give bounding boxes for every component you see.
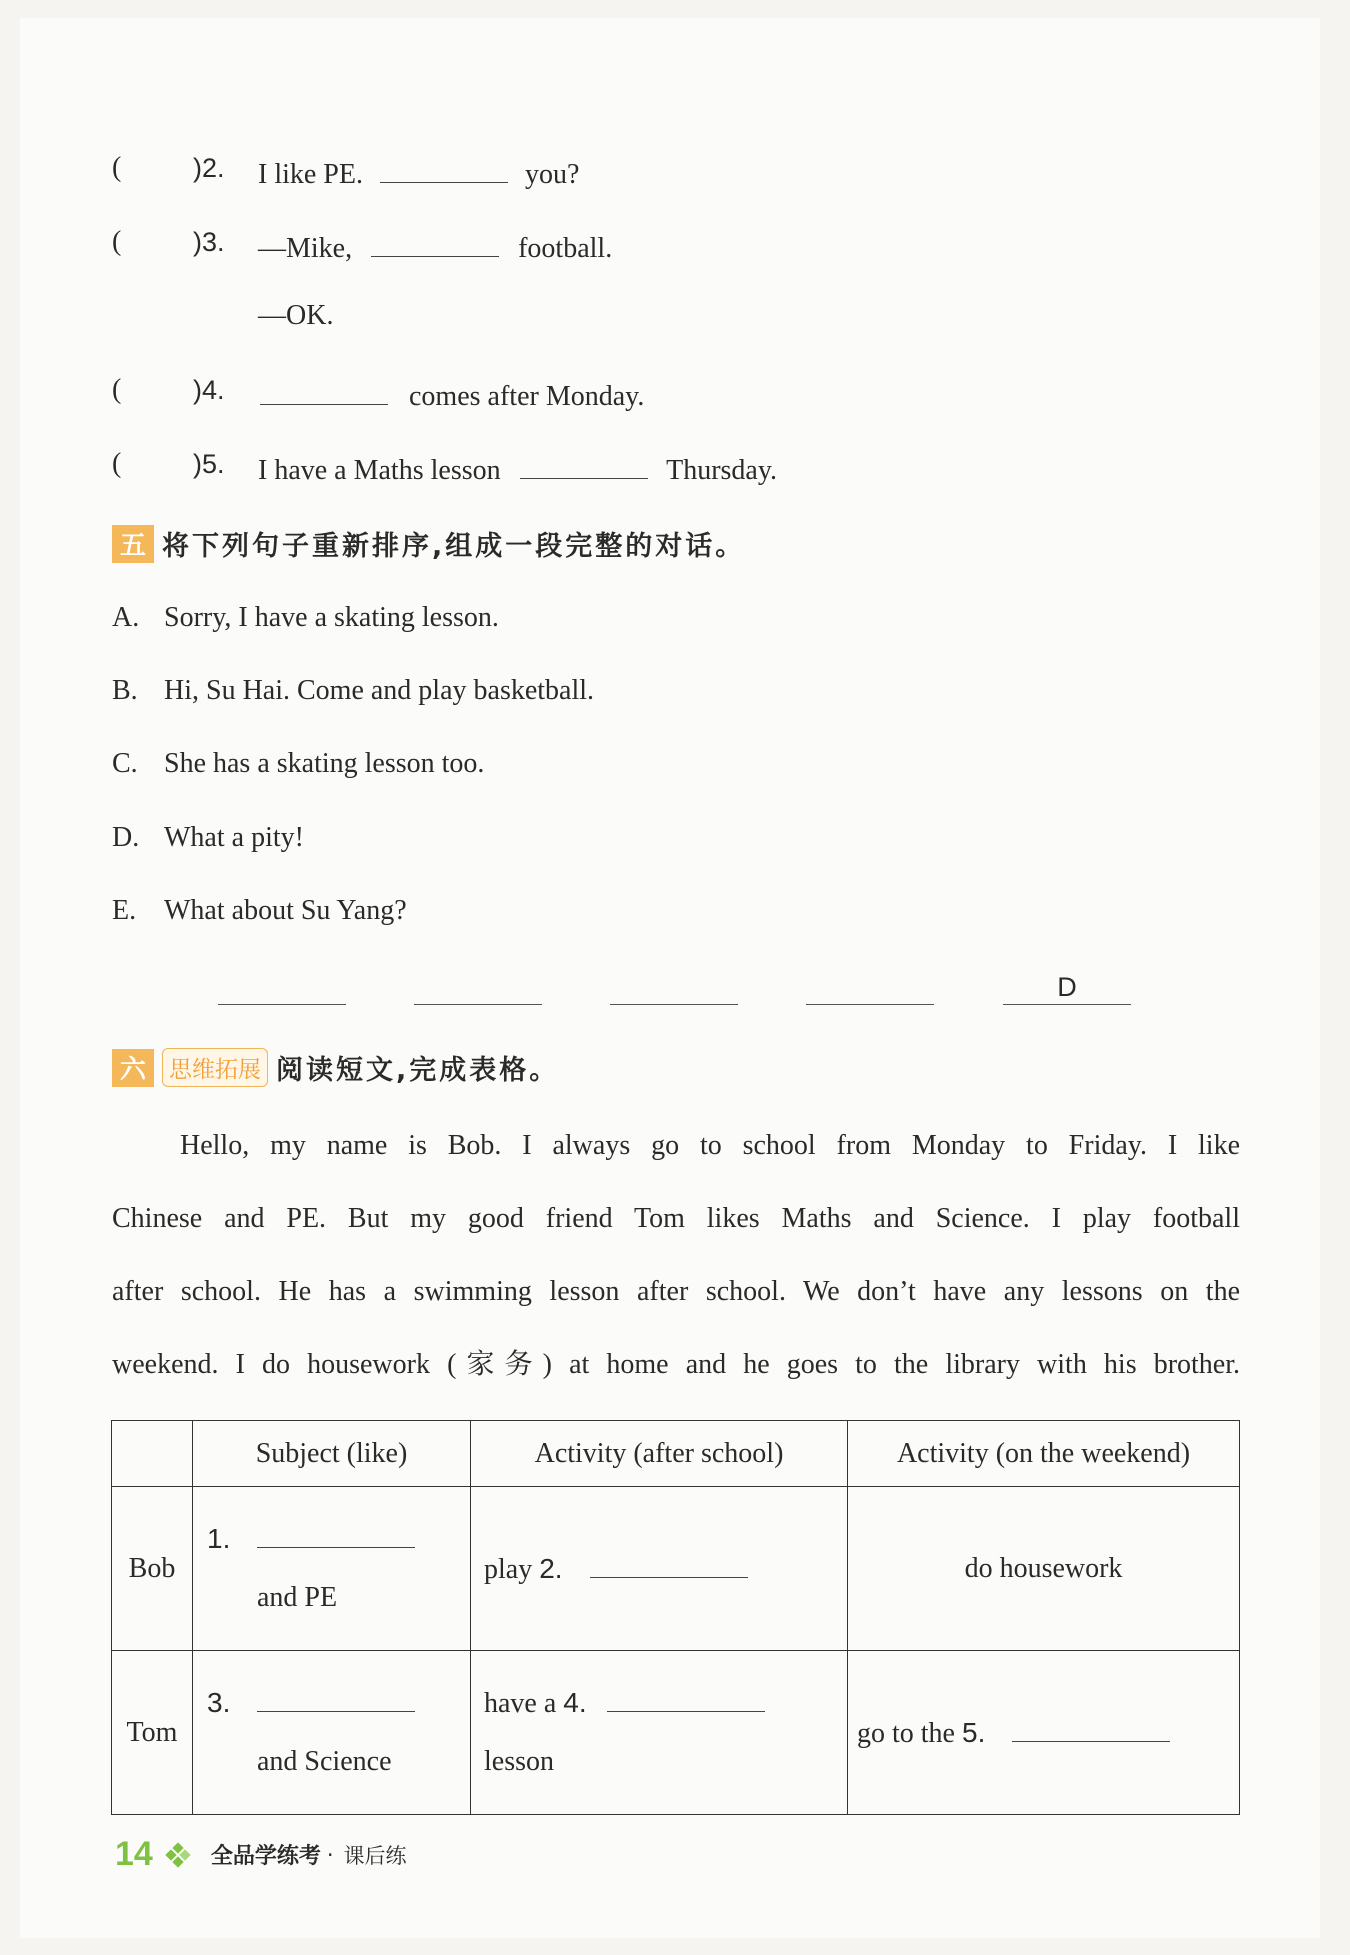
question-text: Thursday.	[666, 455, 778, 486]
answer-paren[interactable]: (	[112, 226, 122, 257]
cell-text: and Science	[257, 1746, 392, 1777]
table-fill-blank[interactable]	[1012, 1715, 1170, 1742]
passage-line: Hello, my name is Bob. I always go to school from Monday to Friday. I like	[180, 1130, 1240, 1161]
option-item	[112, 895, 407, 927]
blank-number: 1.	[207, 1523, 231, 1554]
item-number: )5.	[193, 449, 225, 479]
section-number-badge: 五	[112, 525, 154, 563]
question-item	[260, 374, 644, 413]
reading-passage	[112, 1109, 1240, 1401]
table-cell	[848, 1651, 1240, 1815]
table-fill-blank[interactable]	[257, 1521, 415, 1548]
page-footer	[115, 1835, 407, 1874]
table-header-cell: Activity (on the weekend)	[848, 1421, 1240, 1487]
item-number: )2.	[193, 153, 225, 183]
book-brand: 全品学练考	[210, 1844, 321, 1869]
table-cell	[193, 1487, 471, 1651]
section-number-badge: 六	[112, 1049, 154, 1087]
page-number: 14	[115, 1835, 153, 1873]
option-text: What a pity!	[164, 822, 304, 853]
order-blank[interactable]: D	[1003, 970, 1131, 1005]
row-label: Bob	[112, 1487, 193, 1651]
answer-paren[interactable]: (	[112, 152, 122, 183]
table-row	[112, 1487, 1240, 1651]
row-label: Tom	[112, 1651, 193, 1815]
table-header-cell: Activity (after school)	[471, 1421, 848, 1487]
section-title: 将下列句子重新排序,组成一段完整的对话。	[162, 531, 746, 562]
option-text: What about Su Yang?	[164, 895, 407, 926]
section5-heading	[112, 524, 745, 563]
order-blank[interactable]	[610, 970, 738, 1005]
option-letter: C.	[112, 748, 138, 779]
question-text: I have a Maths lesson	[258, 455, 501, 486]
fill-blank[interactable]	[520, 448, 648, 479]
fill-blank[interactable]	[371, 226, 499, 257]
option-item	[112, 675, 594, 707]
table-cell	[471, 1651, 848, 1815]
option-letter: D.	[112, 822, 140, 853]
blank-number: 3.	[207, 1687, 231, 1718]
question-item	[258, 226, 612, 265]
section6-heading	[112, 1048, 559, 1087]
question-item	[258, 152, 579, 191]
table-header-cell: Subject (like)	[193, 1421, 471, 1487]
blank-number: 4.	[563, 1687, 587, 1718]
item-number: )4.	[193, 375, 225, 405]
passage-line: weekend. I do housework (家务) at home and he goes to the library with his brother.	[112, 1349, 1240, 1380]
option-text: Hi, Su Hai. Come and play basketball.	[164, 675, 595, 706]
info-table	[111, 1420, 1240, 1815]
table-fill-blank[interactable]	[607, 1685, 765, 1712]
reply-text: —OK.	[258, 300, 334, 331]
cell-text: play	[484, 1554, 533, 1585]
question-text: you?	[525, 159, 580, 190]
answer-paren[interactable]: (	[112, 448, 122, 479]
cell-text: lesson	[484, 1746, 554, 1777]
category-tag: 思维拓展	[162, 1048, 268, 1087]
diamond-cluster-icon	[167, 1844, 189, 1866]
option-text: Sorry, I have a skating lesson.	[164, 602, 499, 633]
option-letter: B.	[112, 675, 138, 706]
blank-number: 5.	[962, 1717, 986, 1748]
option-item	[112, 748, 484, 780]
blank-number: 2.	[539, 1553, 563, 1584]
separator-dot: ·	[326, 1842, 334, 1867]
option-letter: E.	[112, 895, 137, 926]
question-item	[258, 448, 777, 487]
item-number: )3.	[193, 227, 225, 257]
book-subtitle: 课后练	[343, 1843, 407, 1868]
table-header-cell	[112, 1421, 193, 1487]
fill-blank[interactable]	[380, 152, 508, 183]
table-cell	[193, 1651, 471, 1815]
question-text: comes after Monday.	[409, 381, 645, 412]
order-blank[interactable]	[414, 970, 542, 1005]
order-blank[interactable]	[218, 970, 346, 1005]
passage-line: Chinese and PE. But my good friend Tom likes Maths and Science. I play football	[112, 1203, 1240, 1234]
question-text: football.	[518, 233, 613, 264]
question-text: I like PE.	[258, 159, 363, 190]
answer-paren[interactable]: (	[112, 374, 122, 405]
table-row	[112, 1651, 1240, 1815]
order-blank[interactable]	[806, 970, 934, 1005]
cell-text: and PE	[257, 1582, 338, 1613]
option-item	[112, 602, 499, 634]
cell-text: go to the	[857, 1718, 955, 1749]
passage-line: after school. He has a swimming lesson after school. We don’t have any lessons on the	[112, 1276, 1240, 1307]
cell-text: have a	[484, 1688, 557, 1719]
table-fill-blank[interactable]	[257, 1685, 415, 1712]
table-cell: do housework	[848, 1487, 1240, 1651]
table-fill-blank[interactable]	[590, 1551, 748, 1578]
option-text: She has a skating lesson too.	[164, 748, 485, 779]
section-title: 阅读短文,完成表格。	[276, 1055, 560, 1086]
table-cell	[471, 1487, 848, 1651]
option-item	[112, 822, 304, 854]
fill-blank[interactable]	[260, 374, 388, 405]
question-text: —Mike,	[258, 233, 353, 264]
table-header-row	[112, 1421, 1240, 1487]
option-letter: A.	[112, 602, 140, 633]
